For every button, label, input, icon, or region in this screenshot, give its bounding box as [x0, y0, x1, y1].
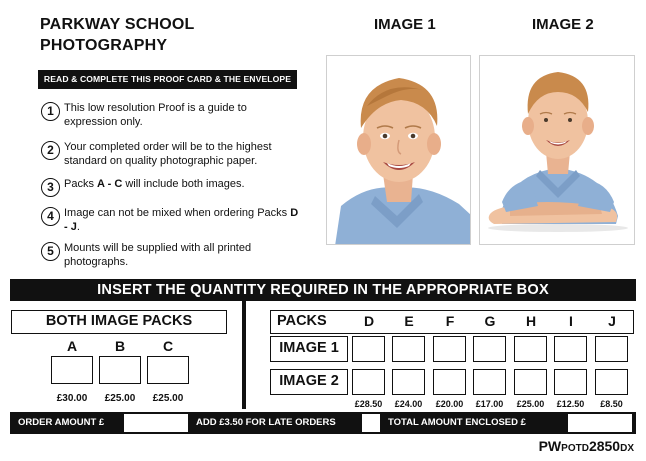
- packs-heading: PACKS: [277, 313, 327, 329]
- pack-f-image-1-box[interactable]: [433, 336, 466, 362]
- pack-h-letter: H: [525, 313, 537, 329]
- page-title: [40, 14, 195, 56]
- pack-g-letter: G: [484, 313, 496, 329]
- proof-photo-1: [326, 55, 471, 245]
- late-orders-field[interactable]: [362, 414, 380, 432]
- pack-j-price: £8.50: [600, 399, 623, 409]
- order-amount-label: ORDER AMOUNT £: [18, 417, 105, 428]
- pack-b-price: £25.00: [104, 393, 136, 404]
- pack-c-price: £25.00: [152, 393, 184, 404]
- total-enclosed-label: TOTAL AMOUNT ENCLOSED £: [388, 417, 526, 428]
- reference-code: PWPOTD2850DX: [538, 438, 634, 454]
- pack-h-price: £25.00: [516, 399, 545, 409]
- pack-d-price: £28.50: [354, 399, 383, 409]
- pack-a-quantity-box[interactable]: [51, 356, 93, 384]
- instruction-4: [41, 206, 301, 234]
- pack-f-price: £20.00: [435, 399, 464, 409]
- pack-i-image-1-box[interactable]: [554, 336, 587, 362]
- instruction-text: Image can not be mixed when ordering Packs D - J.: [64, 207, 299, 233]
- packs-header-row: [270, 310, 634, 334]
- order-amount-field[interactable]: [124, 414, 188, 432]
- number-badge: 5: [41, 242, 60, 261]
- instruction-text: Mounts will be supplied with all printed photographs.: [64, 242, 252, 268]
- pack-i-image-2-box[interactable]: [554, 369, 587, 395]
- instruction-text: Your completed order will be to the highest standard on quality photographic paper.: [64, 141, 272, 167]
- pack-d-letter: D: [363, 313, 375, 329]
- total-enclosed-field[interactable]: [568, 414, 632, 432]
- image-2-label: IMAGE 2: [532, 16, 594, 33]
- title-line-2: PHOTOGRAPHY: [40, 37, 168, 54]
- pack-e-price: £24.00: [394, 399, 423, 409]
- pack-g-price: £17.00: [475, 399, 504, 409]
- number-badge: 3: [41, 178, 60, 197]
- section-divider: [242, 301, 246, 409]
- pack-i-price: £12.50: [556, 399, 585, 409]
- pack-c-quantity-box[interactable]: [147, 356, 189, 384]
- read-banner: READ & COMPLETE THIS PROOF CARD & THE ENVELOPE: [38, 70, 297, 89]
- order-banner: INSERT THE QUANTITY REQUIRED IN THE APPROPRIATE BOX: [10, 279, 636, 301]
- pack-d-image-2-box[interactable]: [352, 369, 385, 395]
- pack-g-image-1-box[interactable]: [473, 336, 506, 362]
- instruction-3: [41, 177, 301, 197]
- pack-j-image-1-box[interactable]: [595, 336, 628, 362]
- instruction-2: [41, 140, 301, 168]
- pack-h-image-2-box[interactable]: [514, 369, 547, 395]
- instruction-text: Packs A - C will include both images.: [64, 178, 245, 190]
- pack-b-quantity-box[interactable]: [99, 356, 141, 384]
- image-1-label: IMAGE 1: [374, 16, 436, 33]
- pack-e-image-2-box[interactable]: [392, 369, 425, 395]
- late-orders-label: ADD £3.50 FOR LATE ORDERS: [196, 417, 336, 428]
- number-badge: 4: [41, 207, 60, 226]
- both-packs-heading: BOTH IMAGE PACKS: [11, 310, 227, 334]
- pack-d-image-1-box[interactable]: [352, 336, 385, 362]
- proof-photo-2: [479, 55, 635, 245]
- image-1-row-label: IMAGE 1: [270, 336, 348, 362]
- pack-i-letter: I: [569, 313, 573, 329]
- pack-j-image-2-box[interactable]: [595, 369, 628, 395]
- pack-a-price: £30.00: [56, 393, 88, 404]
- pack-f-letter: F: [445, 313, 455, 329]
- image-2-row-label: IMAGE 2: [270, 369, 348, 395]
- title-line-1: PARKWAY SCHOOL: [40, 16, 195, 33]
- instruction-1: [41, 101, 301, 129]
- number-badge: 2: [41, 141, 60, 160]
- pack-f-image-2-box[interactable]: [433, 369, 466, 395]
- instruction-5: [41, 241, 301, 269]
- pack-e-letter: E: [404, 313, 414, 329]
- pack-j-letter: J: [608, 313, 616, 329]
- pack-h-image-1-box[interactable]: [514, 336, 547, 362]
- pack-c-letter: C: [162, 338, 174, 354]
- pack-g-image-2-box[interactable]: [473, 369, 506, 395]
- number-badge: 1: [41, 102, 60, 121]
- pack-a-letter: A: [66, 338, 78, 354]
- instruction-text: This low resolution Proof is a guide to expression only.: [64, 102, 247, 128]
- pack-b-letter: B: [114, 338, 126, 354]
- pack-e-image-1-box[interactable]: [392, 336, 425, 362]
